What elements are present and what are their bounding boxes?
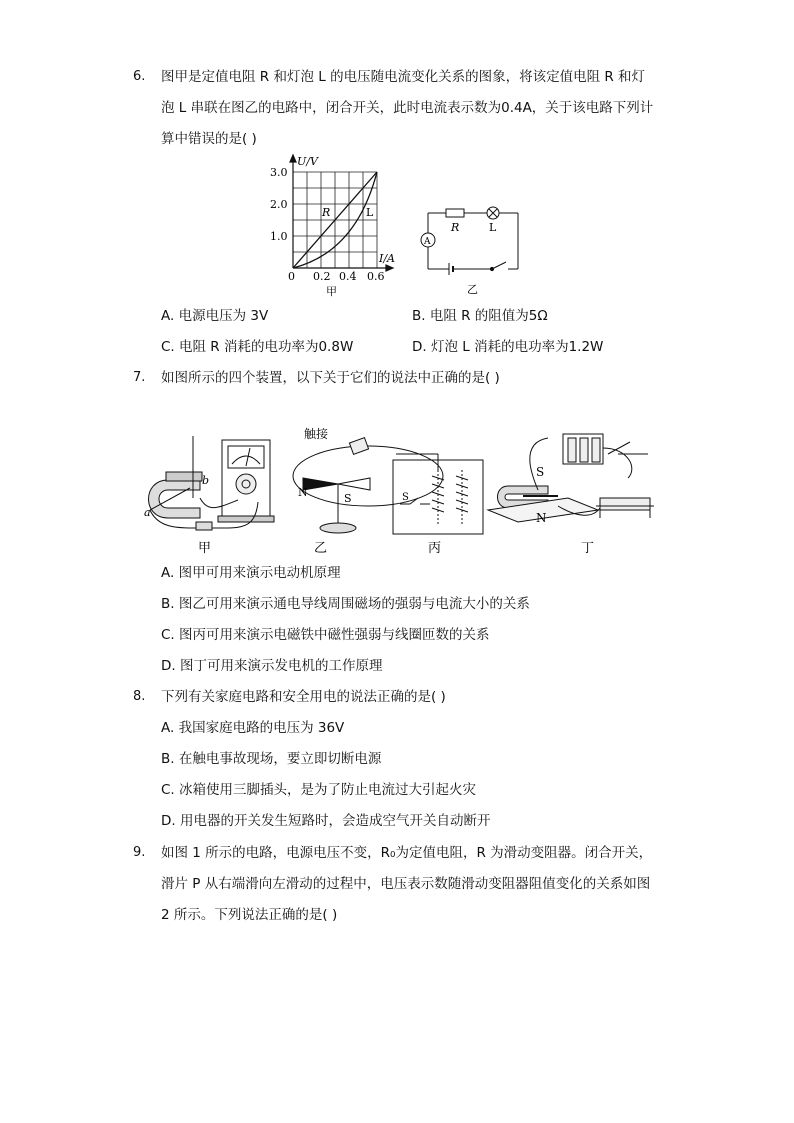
q7-jia-label-a: a <box>144 506 151 519</box>
q7-yi-s-label: S <box>344 492 352 505</box>
q6-circuit-label-l: L <box>489 221 497 234</box>
q6-circuit-caption: 乙 <box>467 283 478 295</box>
q6-graph-x-tick: 0 <box>288 270 295 283</box>
q7-option-b[interactable]: B. 图乙可用来演示通电导线周围磁场的强弱与电流大小的关系 <box>161 596 530 612</box>
q6-option-b[interactable]: B. 电阻 R 的阻值为5Ω <box>412 308 548 324</box>
q7-ding-s-label: S <box>536 465 545 479</box>
q8-option-c[interactable]: C. 冰箱使用三脚插头，是为了防止电流过大引起火灾 <box>161 782 477 798</box>
q7-option-c[interactable]: C. 图丙可用来演示电磁铁中磁性强弱与线圈匝数的关系 <box>161 627 490 643</box>
q9-text-line-1: 如图 1 所示的电路，电源电压不变，R₀为定值电阻，R 为滑动变阻器。闭合开关， <box>161 845 653 861</box>
q6-graph-y-tick: 1.0 <box>270 230 288 243</box>
q7-number: 7. <box>133 370 146 385</box>
q7-text: 如图所示的四个装置，以下关于它们的说法中正确的是( ) <box>161 370 500 386</box>
q7-option-d[interactable]: D. 图丁可用来演示发电机的工作原理 <box>161 658 383 674</box>
q6-circuit-meter-label: A <box>424 237 431 247</box>
q6-text-line-2: 泡 L 串联在图乙的电路中，闭合开关，此时电流表示数为0.4A，关于该电路下列计 <box>161 100 654 116</box>
q7-caption-ding: 丁 <box>581 541 595 556</box>
q9-number: 9. <box>133 845 146 860</box>
q7-ding-n-label: N <box>536 511 547 525</box>
q6-option-a[interactable]: A. 电源电压为 3V <box>161 308 269 324</box>
q6-graph-y-axis-label: U/V <box>297 155 318 168</box>
q6-graph-caption: 甲 <box>326 285 337 297</box>
q7-caption-jia: 甲 <box>198 541 212 556</box>
q7-bing-s-label: S <box>402 492 409 503</box>
q6-number: 6. <box>133 69 146 84</box>
q7-caption-bing: 丙 <box>428 541 442 556</box>
q9-text-line-2: 滑片 P 从右端滑向左滑动的过程中，电压表示数随滑动变阻器阻值变化的关系如图 <box>161 876 651 892</box>
q6-graph-curve-label-l: L <box>366 206 374 219</box>
q6-text-line-3: 算中错误的是( ) <box>161 131 257 147</box>
q7-jia-label-b: b <box>202 474 210 487</box>
q6-graph-x-axis-label: I/A <box>379 252 395 265</box>
q6-option-c[interactable]: C. 电阻 R 消耗的电功率为0.8W <box>161 339 354 355</box>
q8-number: 8. <box>133 689 146 704</box>
q6-graph-y-tick: 3.0 <box>270 166 288 179</box>
q6-option-d[interactable]: D. 灯泡 L 消耗的电功率为1.2W <box>412 339 604 355</box>
q6-circuit-yi <box>414 200 529 295</box>
q6-text-line-1: 图甲是定值电阻 R 和灯泡 L 的电压随电流变化关系的图象，将该定值电阻 R 和灯 <box>161 69 646 85</box>
q6-circuit-label-r: R <box>451 221 460 234</box>
q8-option-d[interactable]: D. 用电器的开关发生短路时，会造成空气开关自动断开 <box>161 813 491 829</box>
q6-graph-x-tick: 0.2 <box>313 270 331 283</box>
q6-graph-x-tick: 0.4 <box>339 270 357 283</box>
q6-graph-curve-label-r: R <box>322 206 331 219</box>
q6-graph-x-tick: 0.6 <box>367 270 385 283</box>
q7-option-a[interactable]: A. 图甲可用来演示电动机原理 <box>161 565 341 581</box>
q7-figures <box>138 418 668 560</box>
q8-option-b[interactable]: B. 在触电事故现场，要立即切断电源 <box>161 751 382 767</box>
q6-graph-jia <box>266 152 406 297</box>
q7-yi-touch-label: 触接 <box>304 427 329 441</box>
q9-text-line-3: 2 所示。下列说法正确的是( ) <box>161 907 338 923</box>
q7-caption-yi: 乙 <box>314 541 328 556</box>
q7-yi-n-label: N <box>298 486 308 499</box>
q6-graph-y-tick: 2.0 <box>270 198 288 211</box>
q8-text: 下列有关家庭电路和安全用电的说法正确的是( ) <box>161 689 446 705</box>
q8-option-a[interactable]: A. 我国家庭电路的电压为 36V <box>161 720 345 736</box>
